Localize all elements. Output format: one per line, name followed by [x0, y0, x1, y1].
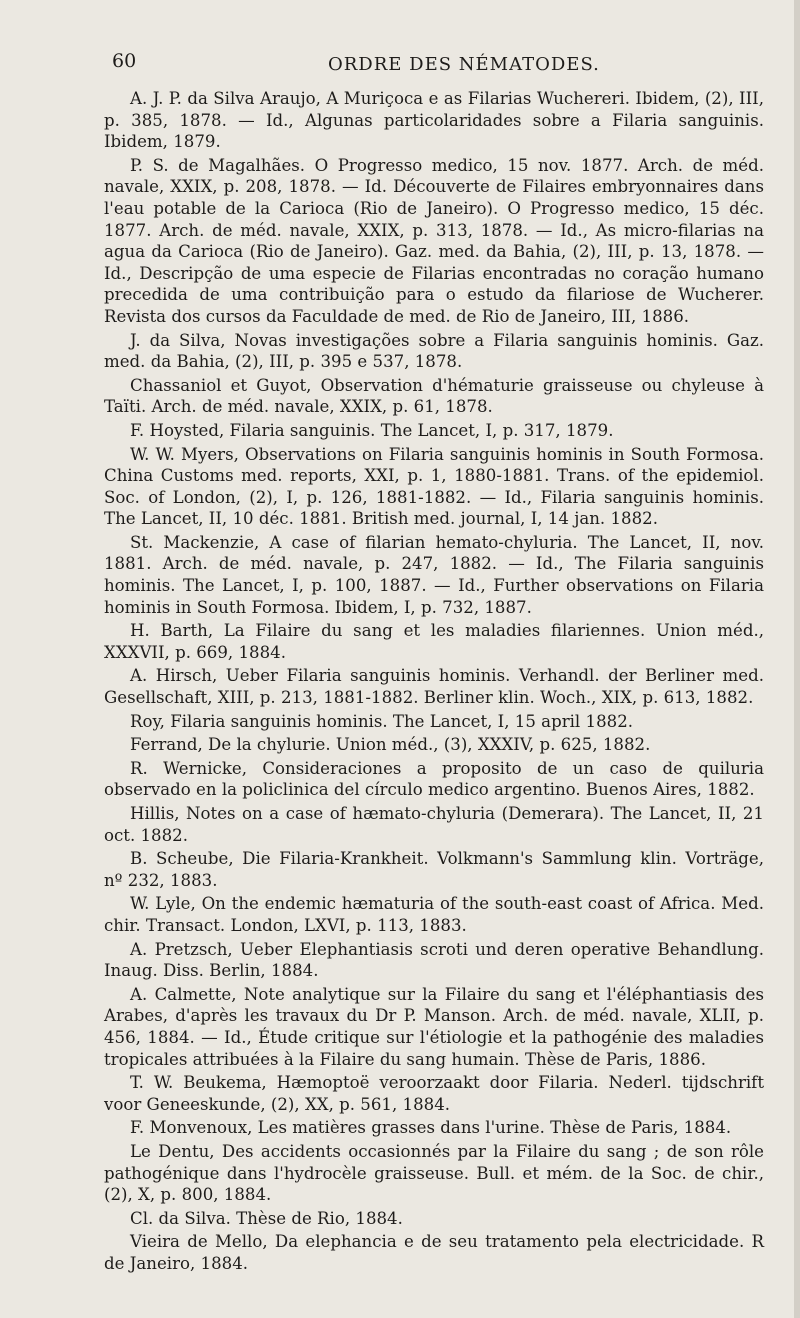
bibliography-entry: A. Pretzsch, Ueber Elephantiasis scroti und deren operative Behandlung. Inaug. Diss. Berlin, 1884. — [104, 939, 764, 981]
bibliography-entry: H. Barth, La Filaire du sang et les maladies filariennes. Union méd., XXXVII, p. 669, 1884. — [104, 621, 764, 662]
bibliography-entry: R. Wernicke, Consideraciones a proposito de un caso de quiluria observado en la policlinica del círculo medico argentino. Buenos Aires, 1882. — [104, 758, 764, 800]
bibliography-entry: St. Mackenzie, A case of filarian hemato-chyluria. The Lancet, II, nov. 1881. Arch. de méd. navale, p. 247, 1882. — Id., The Filaria sanguinis hominis. The Lancet, I, p. 100, 1887. — Id., Further observations on Filaria hominis in South Formosa. Ibidem, I, p. 732, 1887. — [104, 532, 764, 617]
bibliography-entry: F. Hoysted, Filaria sanguinis. The Lancet, I, p. 317, 1879. — [130, 420, 614, 440]
bibliography-entry: Roy, Filaria sanguinis hominis. The Lancet, I, 15 april 1882. — [130, 711, 634, 731]
page-edge — [794, 0, 800, 1318]
bibliography-entry: A. Hirsch, Ueber Filaria sanguinis hominis. Verhandl. der Berliner med. Gesellschaft, XIII, p. 213, 1881-1882. Berliner klin. Woch., XIX, p. 613, 1882. — [104, 666, 764, 708]
bibliography-entry: A. J. P. da Silva Araujo, A Muriçoca e as Filarias Wuchereri. Ibidem, (2), III, p. 385, 1878. — Id., Algunas particolaridades sobre a Filaria sanguinis. Ibidem, 1879. — [104, 89, 764, 152]
page-header — [0, 50, 800, 84]
bibliography-text — [104, 88, 764, 1276]
bibliography-entry: Le Dentu, Des accidents occasionnés par la Filaire du sang ; de son rôle pathogénique dans l'hydrocèle graisseuse. Bull. et mém. de la Soc. de chir., (2), X, p. 800, 1884. — [104, 1141, 764, 1205]
bibliography-entry: W. W. Myers, Observations on Filaria sanguinis hominis in South Formosa. China Customs med. reports, XXI, p. 1, 1880-1881. Trans. of the epidemiol. Soc. of London, (2), I, p. 126, 1881-1882. — Id., Filaria sanguinis hominis. The Lancet, II, 10 déc. 1881. British med. journal, I, 14 jan. 1882. — [104, 444, 764, 529]
page-number: 60 — [112, 50, 137, 72]
bibliography-entry: Chassaniol et Guyot, Observation d'hématurie graisseuse ou chyleuse à Taïti. Arch. de méd. navale, XXIX, p. 61, 1878. — [104, 375, 764, 417]
bibliography-entry: P. S. de Magalhães. O Progresso medico, 15 nov. 1877. Arch. de méd. navale, XXIX, p. 208, 1878. — Id. Découverte de Filaires embryonnaires dans l'eau potable de la Carioca (Rio de Janeiro). O Progresso medico, 15 déc. 1877. Arch. de méd. navale, XXIX, p. 313, 1878. — Id., As micro-filarias na agua da Carioca (Rio de Janeiro). Gaz. med. da Bahia, (2), III, p. 13, 1878. — Id., Descripção de uma especie de Filarias encontradas no coração humano precedida de uma contribuição para o estudo da filariose de Wucherer. Revista dos cursos da Faculdade de med. de Rio de Janeiro, III, 1886. — [104, 155, 764, 326]
bibliography-entry: J. da Silva, Novas investigações sobre a Filaria sanguinis hominis. Gaz. med. da Bahia, (2), III, p. 395 e 537, 1878. — [104, 330, 764, 372]
bibliography-entry: T. W. Beukema, Hæmoptoë veroorzaakt door Filaria. Nederl. tijdschrift voor Geneeskunde, (2), XX, p. 561, 1884. — [104, 1073, 764, 1114]
bibliography-entry: Cl. da Silva. Thèse de Rio, 1884. — [130, 1208, 403, 1228]
bibliography-entry: W. Lyle, On the endemic hæmaturia of the south-east coast of Africa. Med. chir. Transact. London, LXVI, p. 113, 1883. — [104, 894, 764, 935]
bibliography-entry: Vieira de Mello, Da elephancia e de seu tratamento pela electricidade. R de Janeiro, 1884. — [104, 1232, 764, 1273]
running-title: ORDRE DES NÉMATODES. — [328, 54, 600, 75]
bibliography-entry: A. Calmette, Note analytique sur la Filaire du sang et l'éléphantiasis des Arabes, d'après les travaux du Dr P. Manson. Arch. de méd. navale, XLII, p. 456, 1884. — Id., Étude critique sur l'étiologie et la pathogénie des maladies tropicales attribuées à la Filaire du sang humain. Thèse de Paris, 1886. — [104, 984, 764, 1069]
bibliography-entry: Hillis, Notes on a case of hæmato-chyluria (Demerara). The Lancet, II, 21 oct. 1882. — [104, 804, 764, 845]
bibliography-entry: B. Scheube, Die Filaria-Krankheit. Volkmann's Sammlung klin. Vorträge, nº 232, 1883. — [104, 849, 764, 890]
bibliography-entry: Ferrand, De la chylurie. Union méd., (3), XXXIV, p. 625, 1882. — [130, 735, 651, 755]
bibliography-entry: F. Monvenoux, Les matières grasses dans l'urine. Thèse de Paris, 1884. — [130, 1118, 732, 1138]
